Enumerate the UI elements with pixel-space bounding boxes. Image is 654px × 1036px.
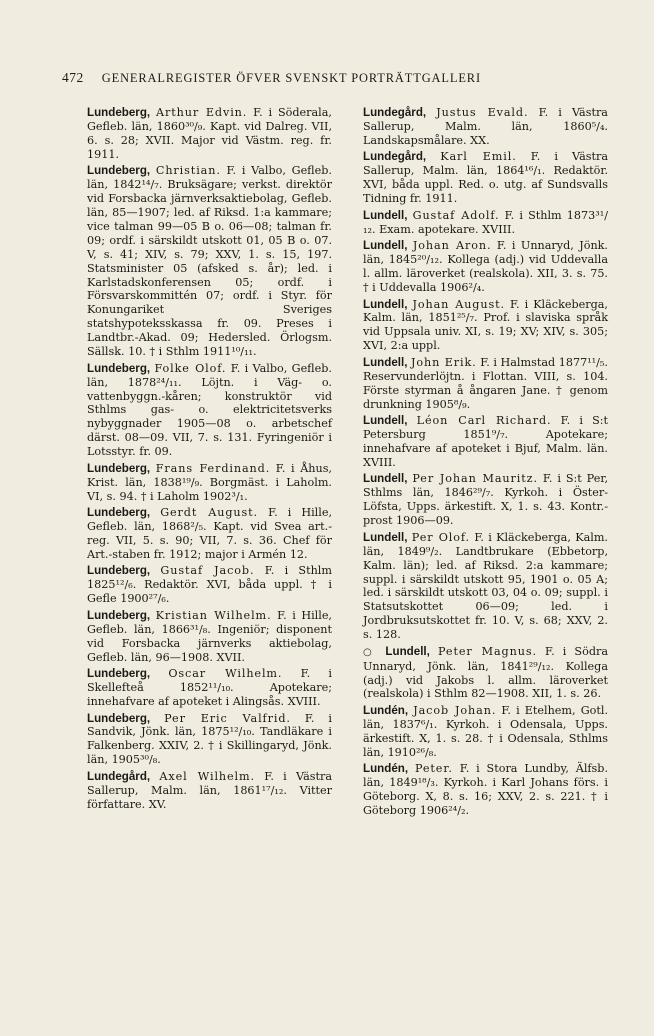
entry-surname: Lundeberg, <box>87 461 151 475</box>
entry-details: F. i Unnaryd, Jönk. län, 1845²⁰/₁₂. Kollega (adj.) vid Uddevalla l. allm. läroverket (realskola). XII, 3. s. 75. † i Uddevalla 1906²/₄. <box>363 239 608 294</box>
register-entry <box>363 645 608 702</box>
entry-details: F. i Södra Unnaryd, Jönk. län, 1841²⁹/₁₂. Kollega (adj.) vid Jakobs l. allm. läroverket (realskola) i Sthlm 82—1908. XII, 1. s. 26. <box>363 644 609 701</box>
entry-surname: Lundell, <box>363 414 408 428</box>
register-entry <box>87 770 332 812</box>
page-number: 472 <box>62 70 84 85</box>
register-entry <box>363 356 608 412</box>
entry-surname: Lundell, <box>385 644 430 658</box>
register-entry <box>363 298 608 354</box>
entry-details: F. i Kläckeberga, Kalm. län, 1851²⁵/₇. Prof. i slaviska språk vid Uppsala univ. XI, s. 19; XV; XIV, s. 305; XVI, 2:a uppl. <box>363 297 608 353</box>
entry-given-names: Gustaf Adolf. <box>412 208 500 222</box>
entry-surname: Lundell, <box>363 239 408 253</box>
register-entry <box>87 609 332 665</box>
entry-given-names: Arthur Edvin. <box>156 106 248 119</box>
entry-details: F. i Etelhem, Gotl. län, 1837⁶/₁. Kyrkoh. i Odensala, Upps. ärkestift. X, 1. s. 28. † i Odensala, Sthlms län, 1910²⁶/₈. <box>363 704 608 759</box>
entry-details: F. i S:t Petersburg 1851⁹/₇. Apotekare; innehafvare af apoteket i Bjuf, Malm. län. XVIII. <box>363 414 609 469</box>
register-entry <box>87 164 332 359</box>
register-entry <box>363 150 608 206</box>
register-entry <box>87 667 332 709</box>
register-entry <box>363 762 608 818</box>
entry-surname: Lundell, <box>363 472 408 486</box>
entry-surname: Lundell, <box>363 208 408 222</box>
register-entry <box>363 239 608 295</box>
right-column <box>363 106 608 821</box>
entry-given-names: Per Eric Valfrid. <box>164 711 291 725</box>
entry-surname: Lundén, <box>363 704 409 718</box>
entry-surname: Lundegård, <box>87 769 151 783</box>
entry-details: F. i Västra Sallerup, Malm. län, 1864¹⁶/₁. Redaktör. XVI, båda uppl. Red. o. utg. af Sundsvalls Tidning fr. 1911. <box>363 150 608 206</box>
entry-surname: Lundeberg, <box>87 564 151 578</box>
register-entry <box>87 506 332 562</box>
entry-given-names: Per Johan Mauritz. <box>412 472 538 486</box>
entry-surname: Lundeberg, <box>87 361 151 375</box>
entry-given-names: Axel Wilhelm. <box>159 769 256 783</box>
register-entry <box>363 106 608 148</box>
entry-surname: Lundeberg, <box>87 608 151 622</box>
entry-given-names: Léon Carl Richard. <box>416 414 552 428</box>
entry-details: F. i Västra Sallerup, Malm. län, 1861¹⁷/₁₂. Vitter författare. XV. <box>87 769 332 811</box>
entry-details: F. i Sandvik, Jönk. län, 1875¹²/₁₀. Tandläkare i Falkenberg. XXIV, 2. † i Skillingaryd, Jönk. län, 1905³⁰/₈. <box>87 711 332 767</box>
entry-details: F. i S:t Per, Sthlms län, 1846²⁹/₇. Kyrkoh. i Öster-Löfsta, Upps. ärkestift. X, 1. s. 43. Kontr.-prost 1906—09. <box>363 472 608 528</box>
register-entry <box>363 209 608 237</box>
entry-given-names: Johan August. <box>412 297 505 311</box>
entry-given-names: Oscar Wilhelm. <box>168 667 283 681</box>
entry-details: F. i Kläckeberga, Kalm. län, 1849⁹/₂. Landtbrukare (Ebbetorp, Kalm. län); led. af Riksd. 2:a kammare; suppl. i särskildt utskott 95, 1901 o. 05 A; led. i särskildt utskott 03, 04 o. 09; suppl. i Statsutskottet 06—09; led. i Jordbruksutskottet fr. 10. V, s. 68; XXV, 2. s. 128. <box>363 530 608 642</box>
entry-given-names: Kristian Wilhelm. <box>155 608 272 622</box>
entry-surname: Lundeberg, <box>87 506 151 520</box>
entry-details: F. i Sthlm 1873³¹/₁₂. Exam. apotekare. XVIII. <box>363 208 608 236</box>
entry-surname: Lundell, <box>363 355 408 369</box>
entry-details: F. i Söderala, Gefleb. län, 1860³⁰/₉. Kapt. vid Dalreg. VII, 6. s. 28; XVII. Major vid Västm. reg. fr. 1911. <box>87 106 332 161</box>
entry-details: F. i Valbo, Gefleb. län, 1842¹⁴/₇. Bruksägare; verkst. direktör vid Forsbacka järnverksaktiebolag, Gefleb. län, 85—1907; led. af Riksd. 1:a kammare; vice talman 99—05 B o. 06—08; talman fr. 09; ordf. i särskildt utskott 01, 05 B o. 07. V, s. 41; XIV, s. 79; XXV, 1. s. 15, 197. Statsminister 05 (afsked s. år); led. i Karlstadskonferensen 05; ordf. i Försvarskommittén 07; ordf. i Styr. för Konungariket Sveriges statshypoteksskassa fr. 09. Preses i Landtbr.-Akad. 09; Hedersled. Örlogsm. Sällsk. 10. † i Sthlm 1911¹⁰/₁₁. <box>87 164 332 359</box>
register-entry <box>87 462 332 504</box>
entry-details: F. i Åhus, Krist. län, 1838¹⁹/₉. Borgmäst. i Laholm. VI, s. 94. † i Laholm 1902³/₁. <box>87 461 332 503</box>
register-entry <box>87 106 332 162</box>
entry-surname: Lundegård, <box>363 106 427 119</box>
page-header <box>62 70 592 88</box>
entry-details: F. i Hille, Gefleb. län, 1868²/₅. Kapt. vid Svea art.-reg. VII, 5. s. 90; VII, 7. s. 36. Chef för Art.-staben fr. 1912; major i Armén 12. <box>87 506 333 561</box>
left-column <box>87 106 332 814</box>
entry-details: F. i Sthlm 1825¹²/₆. Redaktör. XVI, båda uppl. † i Gefle 1900²⁷/₆. <box>87 564 332 606</box>
entry-surname: Lundegård, <box>363 150 427 164</box>
entry-surname: Lundell, <box>363 530 408 544</box>
entry-given-names: Johan Aron. <box>412 239 492 253</box>
entry-given-names: Karl Emil. <box>440 150 517 164</box>
register-entry <box>363 472 608 528</box>
entry-details: F. i Valbo, Gefleb. län, 1878²⁴/₁₁. Löjtn. i Väg- o. vattenbyggn.-kåren; konstruktör vid Sthlms gas- o. elektricitetsverks nybyggnader 1905—08 o. arbetschef därst. 08—09. VII, 7. s. 131. Fyringeniör i Lotsstyr. fr. 09. <box>87 361 332 459</box>
entry-surname: Lundell, <box>363 297 408 311</box>
entry-details: F. i Västra Sallerup, Malm. län, 1860⁵/₄. Landskapsmålare. XX. <box>363 106 608 147</box>
entry-surname: Lundeberg, <box>87 106 151 119</box>
entry-given-names: Folke Olof. <box>154 361 227 375</box>
entry-surname: Lundeberg, <box>87 164 151 178</box>
entry-details: F. i Stora Lundby, Älfsb. län, 1849¹⁸/₃. Kyrkoh. i Karl Johans förs. i Göteborg. X, 8. s. 16; XXV, 2. s. 221. † i Göteborg 1906²⁴/₂. <box>363 762 609 818</box>
register-entry <box>363 704 608 760</box>
entry-given-names: Christian. <box>155 164 221 178</box>
entry-details: F. i Hille, Gefleb. län, 1866³¹/₈. Ingeniör; disponent vid Forsbacka järnverks aktiebolag, Gefleb. län, 96—1908. XVII. <box>87 608 332 664</box>
entry-given-names: Justus Evald. <box>436 106 529 119</box>
entry-given-names: Frans Ferdinand. <box>155 461 271 475</box>
entry-given-names: Per Olof. <box>411 530 470 544</box>
entry-surname: Lundén, <box>363 762 409 776</box>
entry-details: F. i Skellefteå 1852¹¹/₁₀. Apotekare; innehafvare af apoteket i Alingsås. XVIII. <box>87 667 332 708</box>
register-entry <box>363 531 608 642</box>
register-entry <box>363 414 608 470</box>
circle-mark-icon: ○ <box>363 646 377 658</box>
register-entry <box>87 712 332 768</box>
register-entry <box>87 362 332 459</box>
entry-surname: Lundeberg, <box>87 711 151 725</box>
entry-given-names: Gerdt August. <box>160 506 258 520</box>
entry-surname: Lundeberg, <box>87 667 151 681</box>
entry-given-names: Gustaf Jacob. <box>160 564 255 578</box>
entry-details: F. i Halmstad 1877¹¹/₅. Reservunderlöjtn. i Flottan. VIII, s. 104. Förste styrman å ångaren Jane. † genom drunkning 1905⁸/₉. <box>363 355 608 411</box>
entry-given-names: Peter Magnus. <box>438 644 537 658</box>
entry-given-names: John Erik. <box>411 355 477 369</box>
entry-given-names: Peter. <box>414 762 453 776</box>
page-title: GENERALREGISTER ÖFVER SVENSKT PORTRÄTTGALLERI <box>101 71 481 85</box>
register-entry <box>87 564 332 606</box>
entry-given-names: Jacob Johan. <box>413 704 497 718</box>
